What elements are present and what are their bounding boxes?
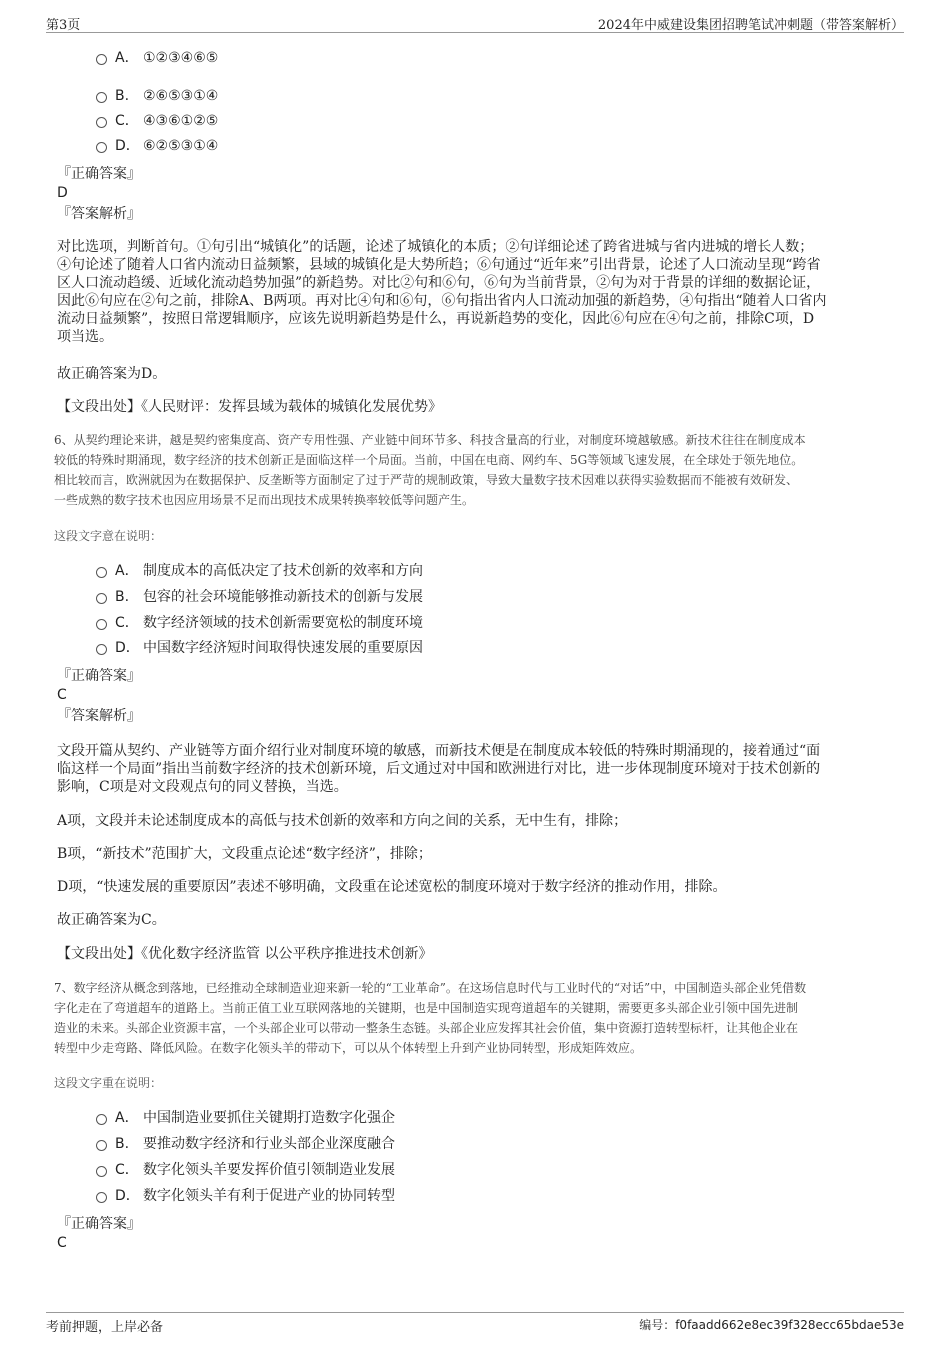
q7-option-b[interactable]: B. 要推动数字经济和行业头部企业深度融合 xyxy=(96,1134,395,1154)
q6-answer-label: 『正确答案』 xyxy=(57,668,141,684)
q5-option-d[interactable]: D． ⑥②⑤③①④ xyxy=(96,136,218,156)
radio-icon[interactable] xyxy=(96,619,107,630)
q5-conclusion: 故正确答案为D。 xyxy=(57,366,167,382)
q5-answer-label: 『正确答案』 xyxy=(57,166,141,182)
document-code: 编号：f0faadd662e8ec39f328ecc65bdae53e xyxy=(639,1318,904,1332)
q6-answer: C xyxy=(57,687,67,703)
page-header xyxy=(46,12,904,33)
q5-option-c[interactable]: C． ④③⑥①②⑤ xyxy=(96,111,218,131)
q5-answer: D xyxy=(57,185,68,201)
q6-option-a[interactable]: A． 制度成本的高低决定了技术创新的效率和方向 xyxy=(96,561,423,581)
q6-conclusion: 故正确答案为C。 xyxy=(57,912,166,928)
q5-option-a[interactable]: A． ①②③④⑥⑤ xyxy=(96,48,218,68)
q7-answer-label: 『正确答案』 xyxy=(57,1216,141,1232)
q6-option-c[interactable]: C． 数字经济领域的技术创新需要宽松的制度环境 xyxy=(96,613,423,633)
q6-source: 【文段出处】《优化数字经济监管 以公平秩序推进技术创新》 xyxy=(57,946,433,962)
q6-point-d: D项，“快速发展的重要原因”表述不够明确，文段重在论述宽松的制度环境对于数字经济的推动作用，排除。 xyxy=(57,879,727,895)
q6-point-b: B项，“新技术”范围扩大，文段重点论述“数字经济”，排除； xyxy=(57,846,432,862)
radio-icon[interactable] xyxy=(96,54,107,65)
q7-stem: 7、数字经济从概念到落地，已经推动全球制造业迎来新一轮的“工业革命”。在这场信息时代与工业时代的“对话”中，中国制造头部企业凭借数 字化走在了弯道超车的道路上。当前正值工业互联网落地的关键期，也是中国制造实现弯道超车的关键期，需要更多头部企业引领中国先进制 造业的未来。头部企业资源丰富，一个头部企业可以带动一整条生态链。头部企业应发挥其社会价值，集中资源打造转型标杆，让其他企业在 转型中少走弯路、降低风险。在数字化领头羊的带动下，可以从个体转型上升到产业协同转型，形成矩阵效应。 xyxy=(54,981,807,1055)
footer-slogan: 考前押题，上岸必备 xyxy=(46,1320,164,1335)
page-number: 第3页 xyxy=(46,18,81,33)
q6-prompt: 这段文字意在说明： xyxy=(54,529,163,543)
q7-answer: C xyxy=(57,1235,67,1251)
document-title: 2024年中威建设集团招聘笔试冲刺题（带答案解析） xyxy=(597,18,904,33)
radio-icon[interactable] xyxy=(96,1140,107,1151)
radio-icon[interactable] xyxy=(96,1166,107,1177)
q7-option-c[interactable]: C． 数字化领头羊要发挥价值引领制造业发展 xyxy=(96,1160,395,1180)
radio-icon[interactable] xyxy=(96,117,107,128)
q6-analysis: 文段开篇从契约、产业链等方面介绍行业对制度环境的敏感，而新技术便是在制度成本较低的特殊时期涌现的，接着通过“面 临这样一个局面”指出当前数字经济的技术创新环境，后文通过对中国和欧洲进行对比，进一步体现制度环境对于技术创新的 影响，C项是对文段观点句的同义替换，当选。 xyxy=(57,743,821,795)
q5-analysis-label: 『答案解析』 xyxy=(57,206,141,222)
radio-icon[interactable] xyxy=(96,567,107,578)
radio-icon[interactable] xyxy=(96,92,107,103)
radio-icon[interactable] xyxy=(96,593,107,604)
radio-icon[interactable] xyxy=(96,142,107,153)
q5-source: 【文段出处】《人民财评：发挥县域为载体的城镇化发展优势》 xyxy=(57,399,442,415)
q6-stem: 6、从契约理论来讲，越是契约密集度高、资产专用性强、产业链中间环节多、科技含量高的行业，对制度环境越敏感。新技术往往在制度成本 较低的特殊时期涌现，数字经济的技术创新正是面临这样一个局面。当前，中国在电商、网约车、5G等领域飞速发展，在全球处于领先地位。 相比较而言，欧洲就因为在数据保护、反垄断等方面制定了过于严苛的规制政策，导致大量数字技术因难以获得实验数据而不能被有效研发、 一些成熟的数字技术也因应用场景不足而出现技术成果转换率较低等问题产生。 xyxy=(54,433,806,507)
q7-prompt: 这段文字重在说明： xyxy=(54,1076,163,1090)
q6-option-b[interactable]: B. 包容的社会环境能够推动新技术的创新与发展 xyxy=(96,587,423,607)
q7-option-d[interactable]: D． 数字化领头羊有利于促进产业的协同转型 xyxy=(96,1186,395,1206)
q6-point-a: A项，文段并未论述制度成本的高低与技术创新的效率和方向之间的关系，无中生有，排除； xyxy=(57,813,628,829)
q5-analysis: 对比选项，判断首句。①句引出“城镇化”的话题，论述了城镇化的本质；②句详细论述了跨省进城与省内进城的增长人数； ④句论述了随着人口省内流动日益频繁，县域的城镇化是大势所趋；⑥句通过“近年来”引出背景，论述了人口流动呈现“跨省 区人口流动趋缓、近域化流动趋势加强”的新趋势。对比②句和⑥句，⑥句为当前背景，②句为对于背景的详细的数据论证， 因此⑥句应在②句之前，排除A、B两项。再对比④句和⑥句，⑥句指出省内人口流动加强的新趋势，④句指出“随着人口省内 流动日益频繁”，按照日常逻辑顺序，应该先说明新趋势是什么，再说新趋势的变化，因此⑥句应在④句之前，排除C项，D 项当选。 xyxy=(57,239,827,345)
radio-icon[interactable] xyxy=(96,644,107,655)
q5-option-b[interactable]: B. ②⑥⑤③①④ xyxy=(96,86,218,106)
radio-icon[interactable] xyxy=(96,1114,107,1125)
q6-option-d[interactable]: D． 中国数字经济短时间取得快速发展的重要原因 xyxy=(96,638,423,658)
q7-option-a[interactable]: A． 中国制造业要抓住关键期打造数字化强企 xyxy=(96,1108,395,1128)
q6-analysis-label: 『答案解析』 xyxy=(57,708,141,724)
radio-icon[interactable] xyxy=(96,1192,107,1203)
page-footer xyxy=(46,1312,904,1335)
